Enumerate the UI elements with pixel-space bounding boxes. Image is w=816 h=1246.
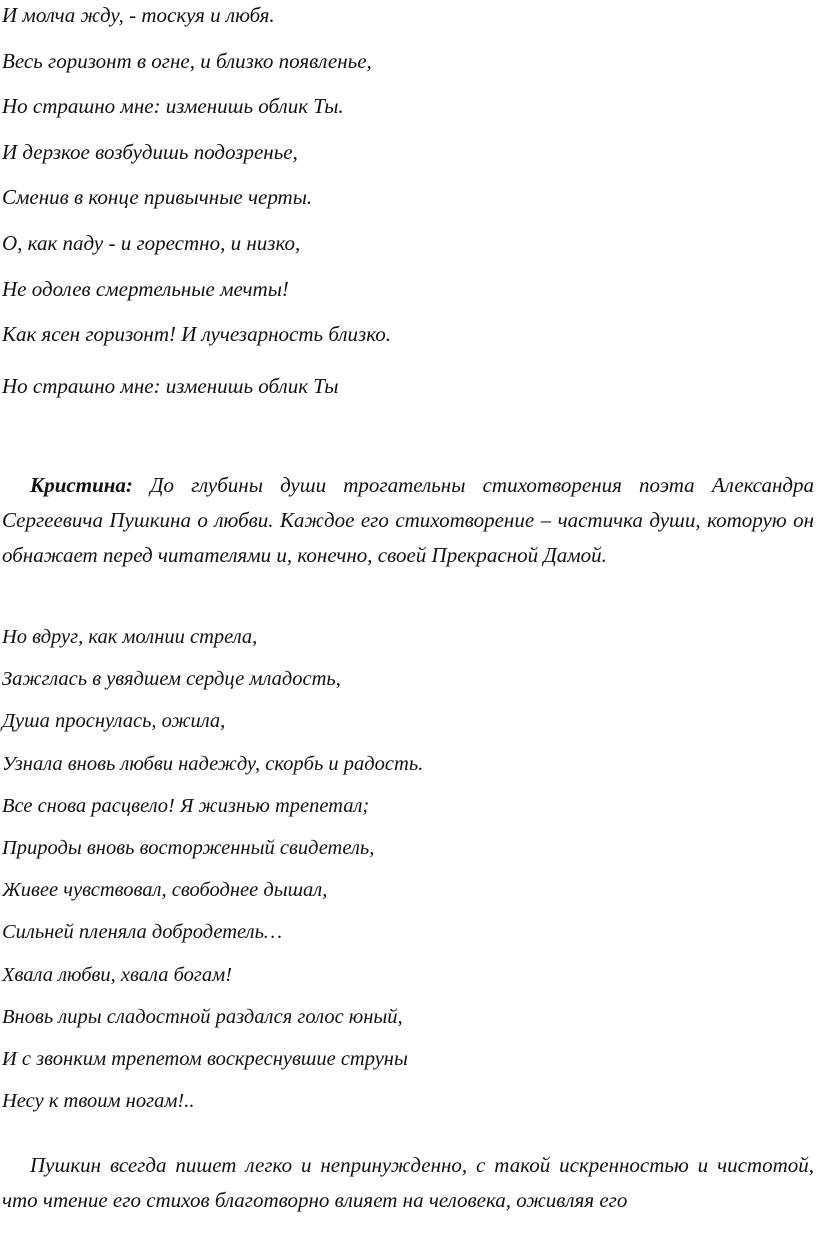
verse-line: Зажглась в увядшем сердце младость, <box>2 668 341 691</box>
verse-line: Живее чувствовал, свободнее дышал, <box>2 879 328 902</box>
verse-line: Не одолев смертельные мечты! <box>2 276 289 301</box>
verse-line: Вновь лиры сладостной раздался голос юный, <box>2 1005 403 1028</box>
verse-line: Природы вновь восторженный свидетель, <box>2 836 375 859</box>
commentary-paragraph-2: Пушкин всегда пишет легко и непринужденно, с такой искренностью и чистотой, что чтение его стихов благотворно влияет на человека, оживляя его <box>2 1153 814 1212</box>
verse-line: Узнала вновь любви надежду, скорбь и радость. <box>2 752 424 775</box>
poem-stanza-2 <box>2 622 423 1128</box>
commentary-paragraph-1 <box>2 468 814 573</box>
verse-line: Все снова расцвело! Я жизнью трепетал; <box>2 794 370 817</box>
verse-line: Но страшно мне: изменишь облик Ты <box>2 373 339 398</box>
verse-line: Как ясен горизонт! И лучезарность близко. <box>2 322 391 347</box>
verse-line: И дерзкое возбудишь подозренье, <box>2 139 298 164</box>
verse-line: Сменив в конце привычные черты. <box>2 185 313 210</box>
verse-line: Весь горизонт в огне, и близко появленье, <box>2 48 372 73</box>
verse-line: И с звонким трепетом воскреснувшие струны <box>2 1047 408 1070</box>
paragraph-text: До глубины души трогательны стихотворения поэта Александра Сергеевича Пушкина о любви. Каждое его стихотворение – частичка души, которую он обнажает перед читателями и, конечно, своей Прекрасной Дамой. <box>2 473 814 567</box>
verse-line: Но вдруг, как молнии стрела, <box>2 626 258 648</box>
verse-line: О, как паду - и горестно, и низко, <box>2 230 301 255</box>
verse-line: Но страшно мне: изменишь облик Ты. <box>2 94 344 119</box>
verse-line: Несу к твоим ногам!.. <box>2 1090 195 1113</box>
speaker-name: Кристина: <box>30 473 133 497</box>
verse-line: Сильней пленяла добродетель… <box>2 921 283 944</box>
verse-line: Хвала любви, хвала богам! <box>2 963 233 986</box>
verse-line: И молча жду, - тоскуя и любя. <box>2 3 275 27</box>
poem-stanza-1 <box>2 0 391 416</box>
verse-line: Душа проснулась, ожила, <box>2 710 226 733</box>
